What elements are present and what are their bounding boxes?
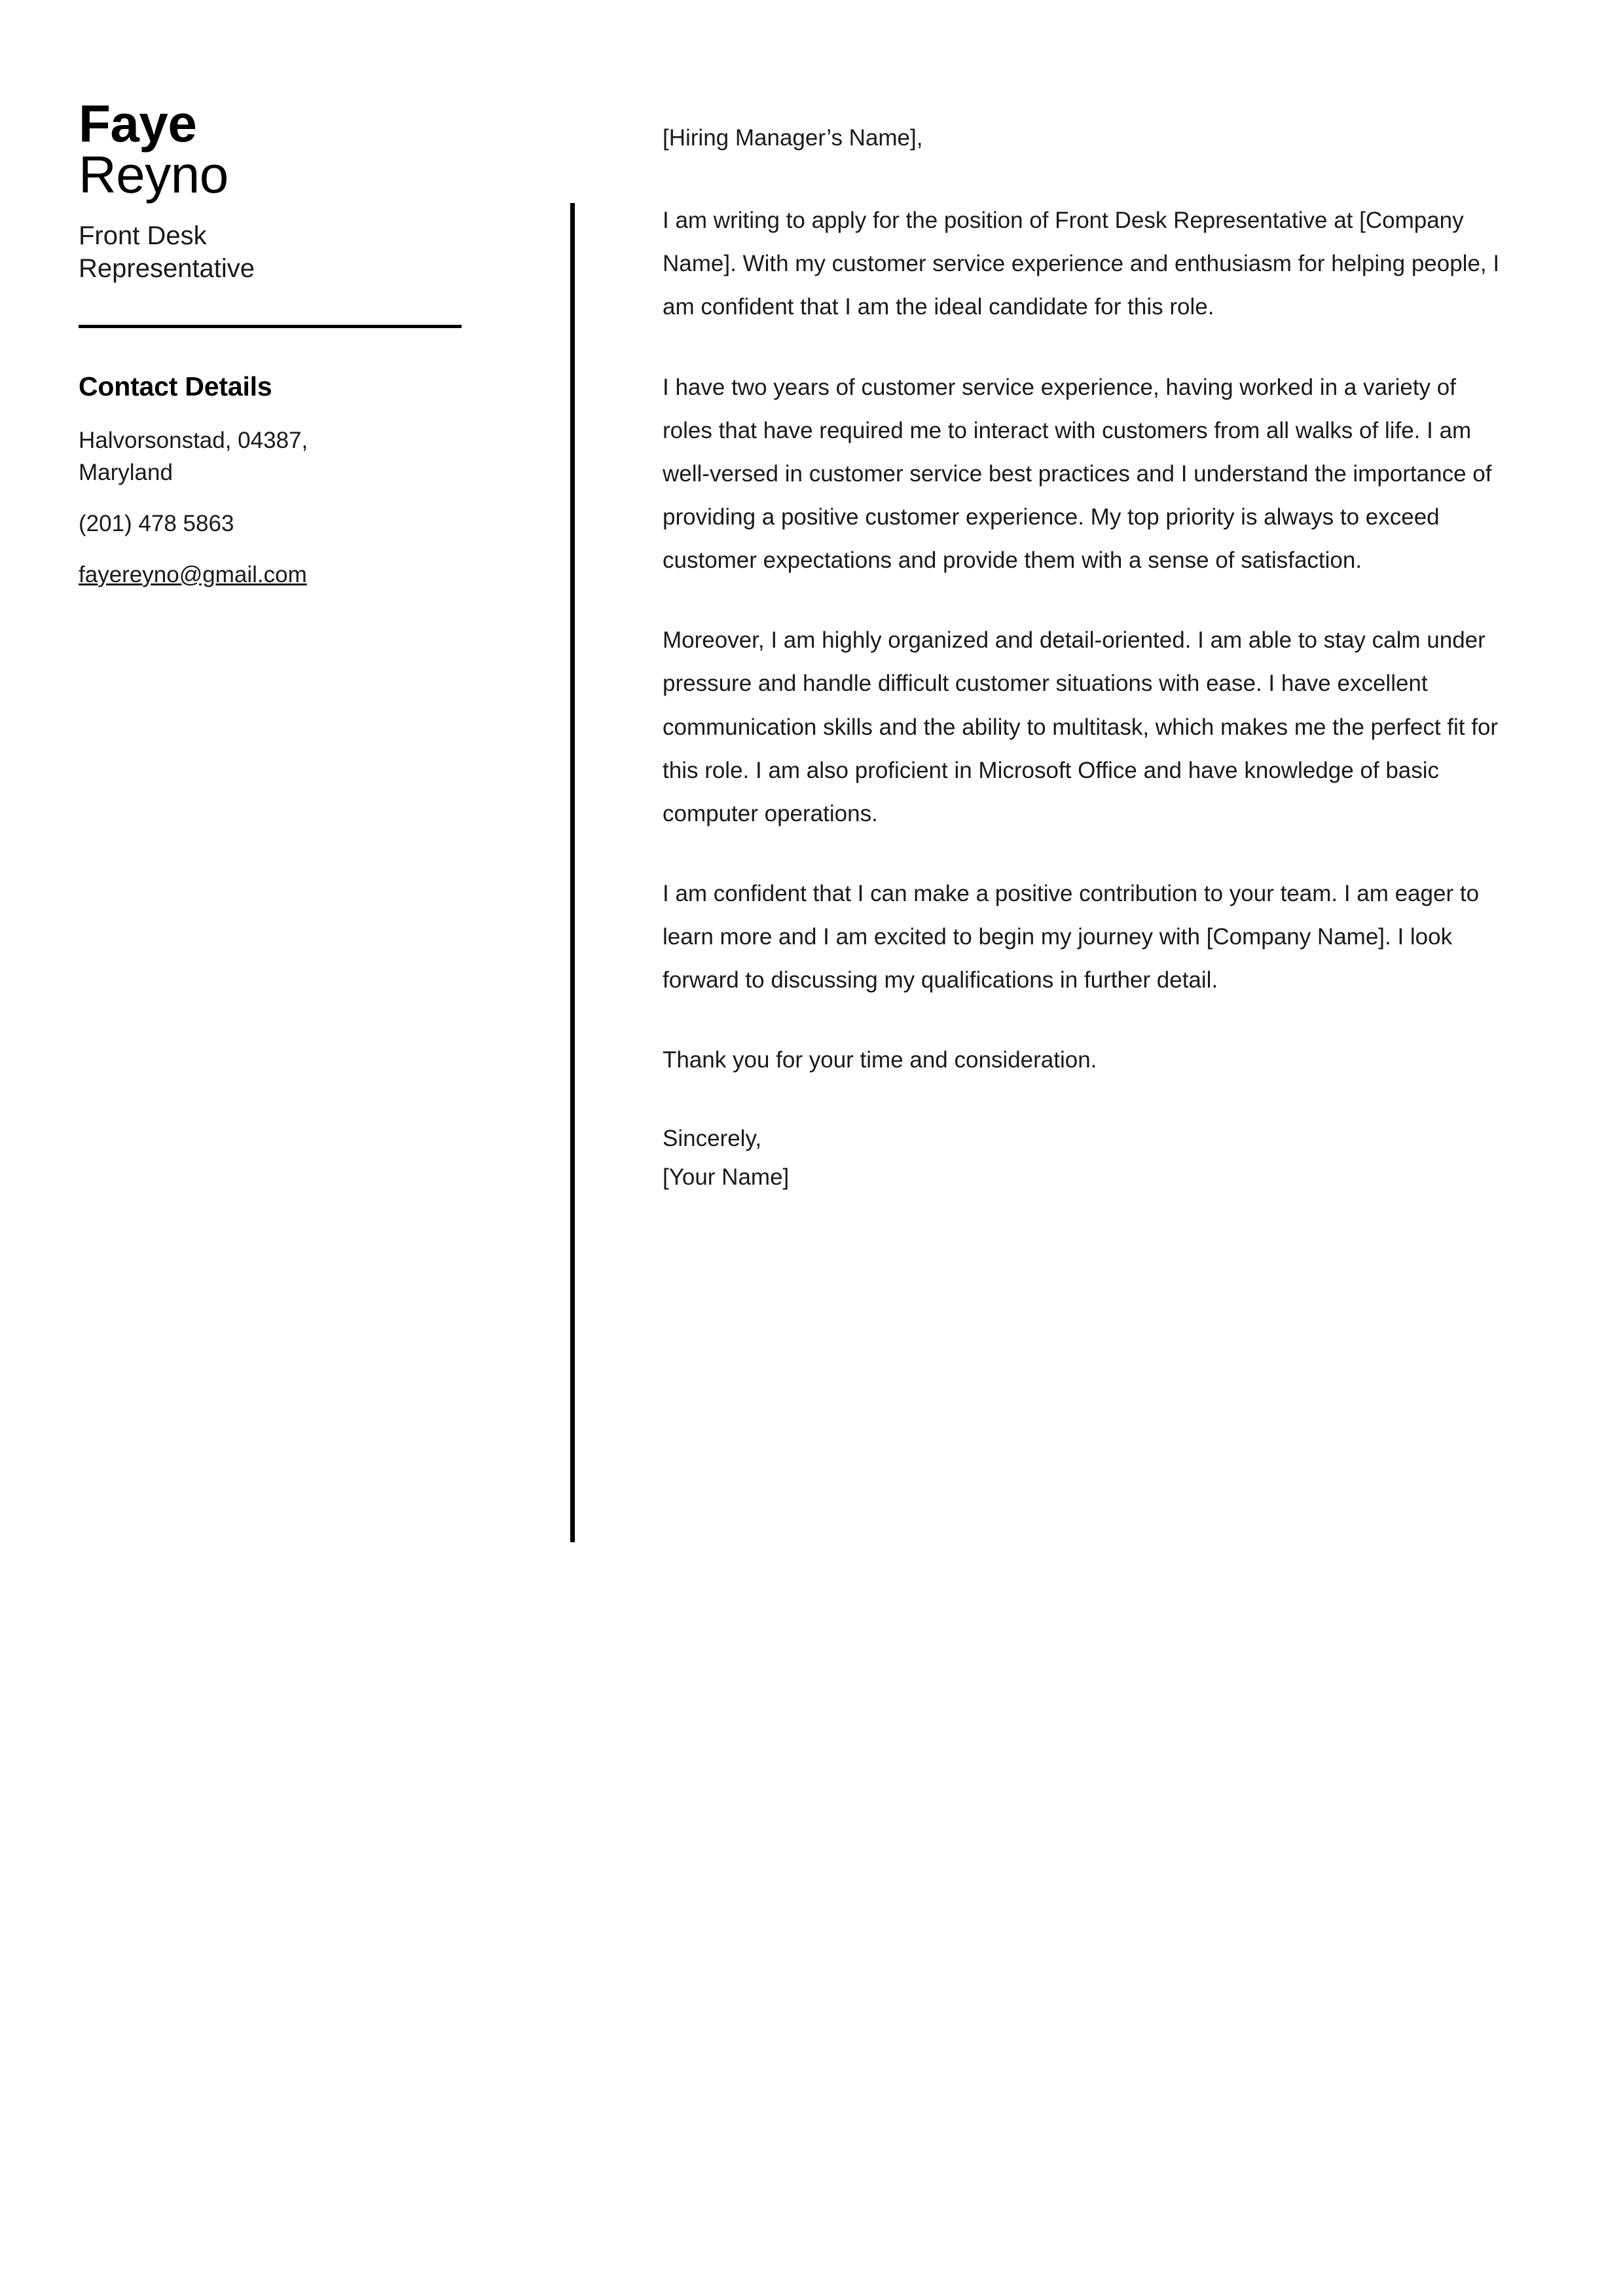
candidate-first-name: Faye [79,94,197,153]
signature-name: [Your Name] [663,1164,790,1191]
contact-email-link[interactable]: fayereyno@gmail.com [79,561,307,587]
letter-thanks: Thank you for your time and consideration. [663,1047,1097,1073]
contact-details-heading: Contact Details [79,371,272,401]
contact-phone: (201) 478 5863 [79,510,234,536]
letter-paragraph-2: I have two years of customer service experience, having worked in a variety of roles that have required me to interact with customers from all walks of life. I am well-versed in customer service best practices and I understand the importance of providing a positive customer experience. My top priority is always to exceed customer expectations and provide them with a sense of satisfaction. [663,374,1492,574]
candidate-name [79,94,471,204]
contact-address-line1: Halvorsonstad, 04387, [79,427,308,453]
contact-details-list [79,424,471,591]
job-title: Front Desk Representative [79,221,255,284]
letter-paragraph-3: Moreover, I am highly organized and detail-oriented. I am able to stay calm under pressure and handle difficult customer situations with ease. I have excellent communication skills and the ability to multitask, which makes me the perfect fit for this role. I am also proficient in Microsoft Office and have knowledge of basic computer operations. [663,627,1499,826]
candidate-last-name: Reyno [79,145,228,204]
letter-salutation: [Hiring Manager’s Name], [663,125,923,151]
sidebar-divider-rule [79,325,462,328]
column-divider [570,203,575,1542]
contact-address [79,424,386,489]
sidebar [79,94,471,591]
letter-paragraph-4: I am confident that I can make a positive contribution to your team. I am eager to learn more and I am excited to begin my journey with [Company Name]. I look forward to discussing my qualifications in further detail. [663,880,1480,993]
letter-sign-off [663,1119,1507,1197]
letter-paragraph-1: I am writing to apply for the position of Front Desk Representative at [Company Name]. With my customer service experience and enthusiasm for helping people, I am confident that I am the ideal candidate for this role. [663,208,1500,320]
contact-address-line2: Maryland [79,460,173,486]
sign-off-salutation: Sincerely, [663,1125,762,1151]
contact-email-item [79,559,386,591]
letter-body [663,117,1507,1197]
